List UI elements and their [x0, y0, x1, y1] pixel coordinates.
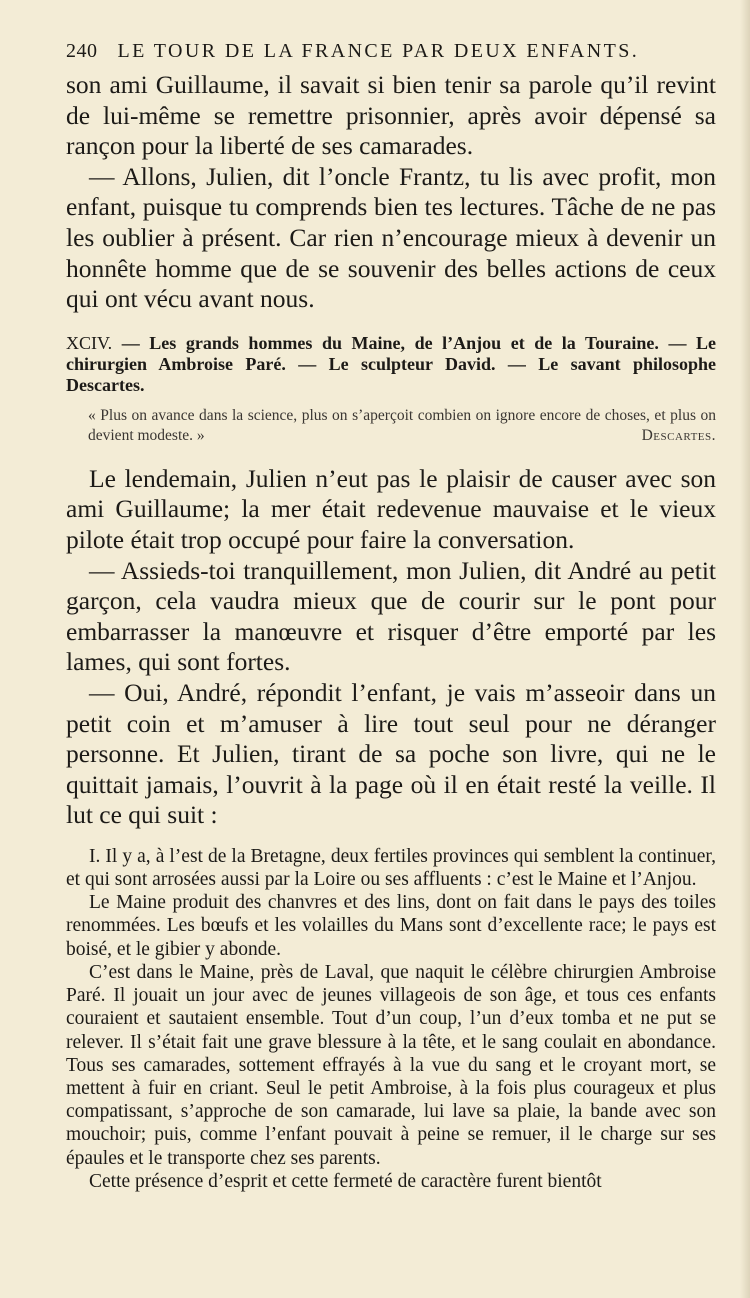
- reading-paragraph: C’est dans le Maine, près de Laval, que naquit le célèbre chirurgien Ambroise Paré. Il jouait un jour avec de jeunes villageois de son âge, et tous ces enfants couraient et sautaient ensemble. Tout d’un coup, l’un d’eux tomba et ne put se relever. Il s’était fait une grave blessure à la tête, et le sang coulait en abondance. Tous ses camarades, sottement effrayés à la vue du sang et le croyant mort, se mettent à fuir en criant. Seul le petit Ambroise, à la fois plus courageux et plus compatissant, s’approche de son camarade, lui lave sa plaie, la bande avec son mouchoir; puis, comme l’enfant pouvait à peine se remuer, il le charge sur ses épaules et le transporte chez ses parents.: [66, 961, 716, 1169]
- epigraph: [66, 406, 716, 446]
- epigraph-quote: « Plus on avance dans la science, plus on s’aperçoit combien on ignore encore de choses, et plus on devient modeste. »: [88, 406, 716, 444]
- epigraph-author: Descartes.: [641, 426, 716, 444]
- chapter-heading: [66, 333, 716, 396]
- reading-excerpt: [66, 845, 716, 1193]
- reading-paragraph: Le Maine produit des chanvres et des lins, dont on fait dans le pays des toiles renommées. Les bœufs et les volailles du Mans sont d’excellente race; le pays est boisé, et le gibier y abonde.: [66, 892, 716, 960]
- paragraph: son ami Guillaume, il savait si bien tenir sa parole qu’il revint de lui-même se remettre prisonnier, après avoir dépensé sa rançon pour la liberté de ses camarades.: [66, 70, 716, 161]
- page-edge-shadow: [740, 0, 750, 1298]
- page-number: 240: [66, 40, 98, 62]
- reading-paragraph: I. Il y a, à l’est de la Bretagne, deux fertiles provinces qui semblent la continuer, et qui sont arrosées aussi par la Loire ou ses affluents : c’est le Maine et l’Anjou.: [66, 845, 716, 891]
- running-header: [66, 40, 716, 70]
- paragraph: — Allons, Julien, dit l’oncle Frantz, tu lis avec profit, mon enfant, puisque tu comprends bien tes lectures. Tâche de ne pas les oublier à présent. Car rien n’encourage mieux à devenir un honnête homme que de se souvenir des belles actions de ceux qui ont vécu avant nous.: [66, 161, 716, 314]
- chapter-number: XCIV.: [66, 332, 113, 353]
- reading-paragraph: Cette présence d’esprit et cette fermeté de caractère furent bientôt: [89, 1170, 602, 1192]
- paragraph: — Oui, André, répondit l’enfant, je vais m’asseoir dans un petit coin et m’amuser à lire tout seul pour ne déranger personne. Et Julien, tirant de sa poche son livre, qui ne le quittait jamais, l’ouvrit à la page où il en était resté la veille. Il lut ce qui suit :: [66, 677, 716, 830]
- paragraph: Le lendemain, Julien n’eut pas le plaisir de causer avec son ami Guillaume; la mer était redevenue mauvaise et le vieux pilote était trop occupé pour faire la conversation.: [66, 463, 716, 554]
- paragraph: — Assieds-toi tranquillement, mon Julien, dit André au petit garçon, cela vaudra mieux que de courir sur le pont pour embarrasser la manœuvre et risquer d’être emporté par les lames, qui sont fortes.: [66, 555, 716, 677]
- book-page: [66, 40, 716, 1193]
- running-title: LE TOUR DE LA FRANCE PAR DEUX ENFANTS.: [117, 40, 640, 62]
- chapter-title: — Les grands hommes du Maine, de l’Anjou et de la Touraine. — Le chirurgien Ambroise Paré. — Le sculpteur David. — Le savant philosophe Descartes.: [66, 332, 716, 395]
